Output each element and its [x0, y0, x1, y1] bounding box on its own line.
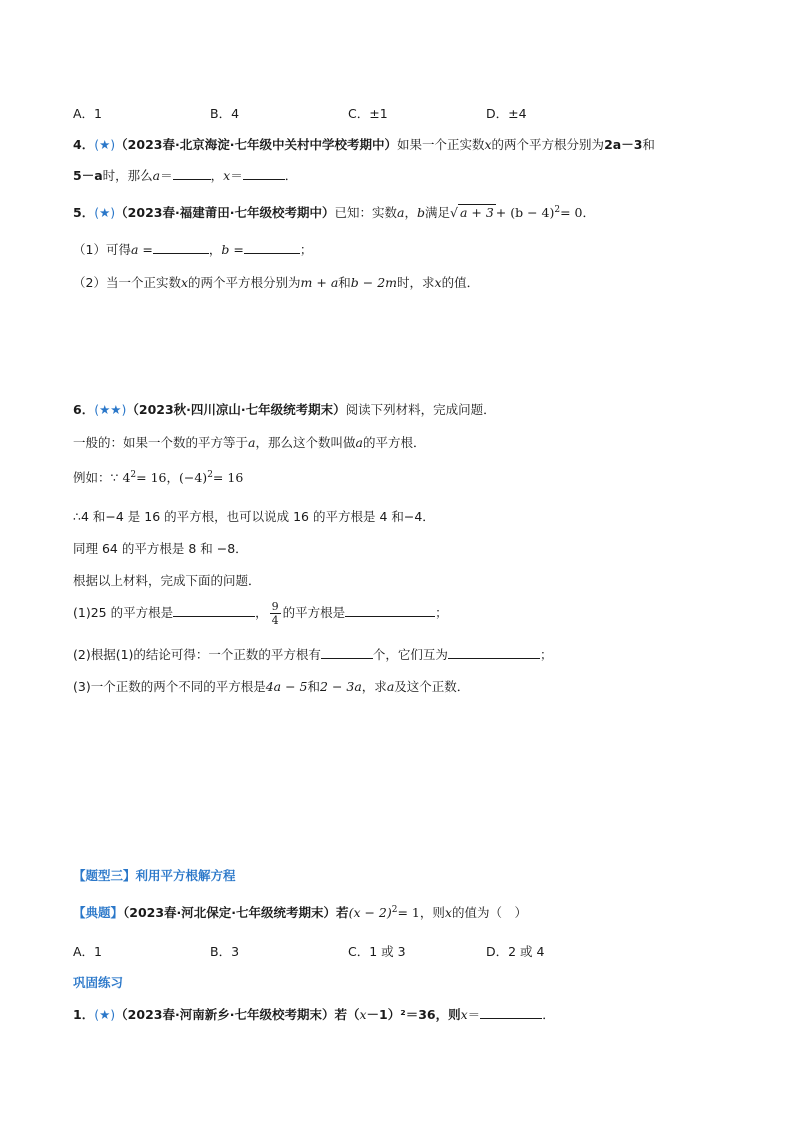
q6-example [73, 468, 243, 486]
q5-text: 已知：实数 [334, 205, 397, 220]
q5-expression: = 0 [560, 205, 583, 220]
practice-q1-text: －1）²＝36，则 [366, 1007, 461, 1022]
q4-text: ＝ [160, 168, 173, 183]
type3-expression: (x − 2) [348, 905, 392, 920]
q3-option-d[interactable]: D．±4 [486, 106, 527, 121]
type3-example [73, 903, 527, 921]
q5-text: ． [582, 205, 596, 220]
q4-difficulty-stars: (★) [94, 137, 116, 152]
q5-sub2 [73, 273, 479, 291]
q6-exponent: 2 [130, 469, 137, 480]
q6-part2-text: (2)根据(1)的结论可得：一个正数的平方根有 [73, 647, 321, 662]
q6-line4: ∴4 和−4 是 16 的平方根，也可以说成 16 的平方根是 4 和−4． [73, 509, 435, 524]
type3-text: ，则 [419, 905, 445, 920]
q6-expression: 4 [122, 470, 131, 485]
q5-sqrt-expression: √ a + 3 [449, 205, 494, 220]
q5-text: 满足 [424, 205, 450, 220]
q5-number: 5． [73, 205, 95, 220]
q5-exponent: 2 [554, 204, 561, 215]
q6-text: ，求 [361, 679, 387, 694]
q6-line6: 根据以上材料，完成下面的问题． [73, 573, 261, 588]
q4-text: ． [284, 168, 298, 183]
q6-text: ； [435, 605, 448, 620]
q4-number: 4． [73, 137, 95, 152]
practice-q1-text: （2023春·河南新乡·七年级校考期末）若（ [115, 1007, 360, 1022]
q6-text: ，那么这个数叫做 [255, 435, 356, 450]
q5-expression: b − 2m [350, 275, 398, 290]
q6-expression: 4a − 5 [265, 679, 308, 694]
q5-var: a = [130, 242, 153, 257]
q5-answer-blank-a[interactable] [153, 241, 209, 254]
q6-part3 [73, 677, 469, 695]
q6-definition [73, 433, 425, 451]
q5-text: 的值． [441, 275, 480, 290]
q4-text: ＝ [230, 168, 243, 183]
type3-example-source: （2023春·河北保定·七年级统考期末）若 [123, 905, 349, 920]
q6-expression: = 16 [212, 470, 244, 485]
q6-number: 6． [73, 402, 95, 417]
q4-expression: 5－a [73, 168, 103, 183]
q4-var: a [152, 168, 161, 183]
q5-expression: m + a [300, 275, 339, 290]
q6-text: 例如：∵ [73, 470, 119, 485]
practice-q1-answer-blank[interactable] [480, 1006, 542, 1019]
q4-var: x [484, 137, 492, 152]
q6-part1-text: (1)25 的平方根是 [73, 605, 174, 620]
q5-var: x [180, 275, 189, 290]
q6-expression: (−4) [179, 470, 208, 485]
q6-answer-blank-2b[interactable] [448, 646, 540, 659]
q4-answer-blank-x[interactable] [243, 167, 285, 180]
type3-expression: = 1 [397, 905, 420, 920]
type3-option-b[interactable]: B．3 [210, 944, 240, 959]
type3-example-label: 【典题】 [73, 905, 124, 920]
q6-line1 [73, 400, 496, 418]
q5-var: x [434, 275, 442, 290]
q6-exponent: 2 [207, 469, 213, 480]
q5-var: a [396, 205, 405, 220]
q3-option-b[interactable]: B．4 [210, 106, 240, 121]
type3-option-a[interactable]: A．1 [73, 944, 103, 959]
practice-q1-difficulty-stars: (★) [94, 1007, 116, 1022]
q6-answer-blank-2a[interactable] [321, 646, 373, 659]
q5-text: ， [208, 242, 222, 257]
q6-var: a [248, 435, 256, 450]
section-heading-type3: 【题型三】利用平方根解方程 [73, 868, 236, 883]
q5-line1 [73, 203, 595, 221]
q4-source: （2023春·北京海淀·七年级中关村中学校考期中） [115, 137, 397, 152]
q6-part3-text: (3)一个正数的两个不同的平方根是 [73, 679, 266, 694]
q6-text: 及这个正数． [394, 679, 470, 694]
q5-radicand: a + 3 [459, 205, 494, 220]
practice-q1-var: x [460, 1007, 468, 1022]
q5-difficulty-stars: (★) [94, 205, 116, 220]
q3-option-a[interactable]: A．1 [73, 106, 103, 121]
q6-expression: = 16 [136, 470, 167, 485]
q6-text: ， [255, 605, 268, 620]
practice-heading: 巩固练习 [73, 975, 124, 990]
q6-answer-blank-1b[interactable] [345, 604, 435, 617]
type3-var: x [444, 905, 452, 920]
q6-var: a [355, 435, 363, 450]
q5-text: 的两个平方根分别为 [188, 275, 301, 290]
q6-text: ； [539, 647, 553, 662]
q4-var: x [223, 168, 231, 183]
q5-text: ； [299, 242, 313, 257]
q4-expression: 2a－3 [604, 137, 643, 152]
q6-text: 和 [307, 679, 321, 694]
q5-var: b = [221, 242, 244, 257]
q5-text: 和 [338, 275, 351, 290]
q6-line5: 同理 64 的平方根是 8 和 −8． [73, 541, 248, 556]
practice-q1-text: ＝ [467, 1007, 481, 1022]
q4-text: 的两个平方根分别为 [491, 137, 605, 152]
q6-part2 [73, 645, 552, 663]
practice-q1 [73, 1005, 555, 1023]
q6-text: 一般的：如果一个数的平方等于 [73, 435, 249, 450]
q6-part1 [73, 600, 448, 627]
q6-var: a [386, 679, 395, 694]
q6-part1-text: 的平方根是 [282, 605, 346, 620]
q5-var: b [416, 205, 425, 220]
q6-intro: 阅读下列材料，完成问题． [345, 402, 496, 417]
q6-fraction-numerator: 9 [271, 600, 279, 613]
q6-difficulty-stars: (★★) [94, 402, 127, 417]
practice-q1-text: ． [542, 1007, 555, 1022]
q5-text: ， [404, 205, 417, 220]
q4-text: 和 [642, 137, 655, 152]
q5-source: （2023春·福建莆田·七年级校考期中） [115, 205, 335, 220]
type3-exponent: 2 [391, 904, 398, 915]
practice-q1-var: x [359, 1007, 367, 1022]
type3-option-d[interactable]: D．2 或 4 [486, 944, 545, 959]
q4-text: 如果一个正实数 [396, 137, 485, 152]
q5-answer-blank-b[interactable] [244, 241, 300, 254]
type3-text: 的值为（ ） [451, 905, 527, 920]
q4-line1 [73, 135, 655, 153]
practice-q1-number: 1． [73, 1007, 95, 1022]
q6-source: （2023秋·四川凉山·七年级统考期末） [126, 402, 346, 417]
type3-option-c[interactable]: C．1 或 3 [348, 944, 406, 959]
q6-text: ， [166, 470, 179, 485]
q5-expression: + (b − 4) [495, 205, 555, 220]
q4-text: ， [210, 168, 224, 183]
q6-fraction-denominator: 4 [271, 614, 279, 627]
q6-answer-blank-1a[interactable] [173, 604, 255, 617]
q6-text: 的平方根． [362, 435, 426, 450]
q4-line2 [73, 166, 297, 184]
q4-text: 时，那么 [102, 168, 153, 183]
q6-expression: 2 − 3a [320, 679, 362, 694]
q5-sub1-label: （1）可得 [73, 242, 131, 257]
q6-fraction [270, 600, 281, 627]
q6-part2-text: 个，它们互为 [372, 647, 448, 662]
q5-sub1 [73, 240, 312, 258]
q4-answer-blank-a[interactable] [173, 167, 211, 180]
q3-option-c[interactable]: C．±1 [348, 106, 388, 121]
q5-sub2-label: （2）当一个正实数 [73, 275, 181, 290]
q5-text: 时，求 [397, 275, 435, 290]
